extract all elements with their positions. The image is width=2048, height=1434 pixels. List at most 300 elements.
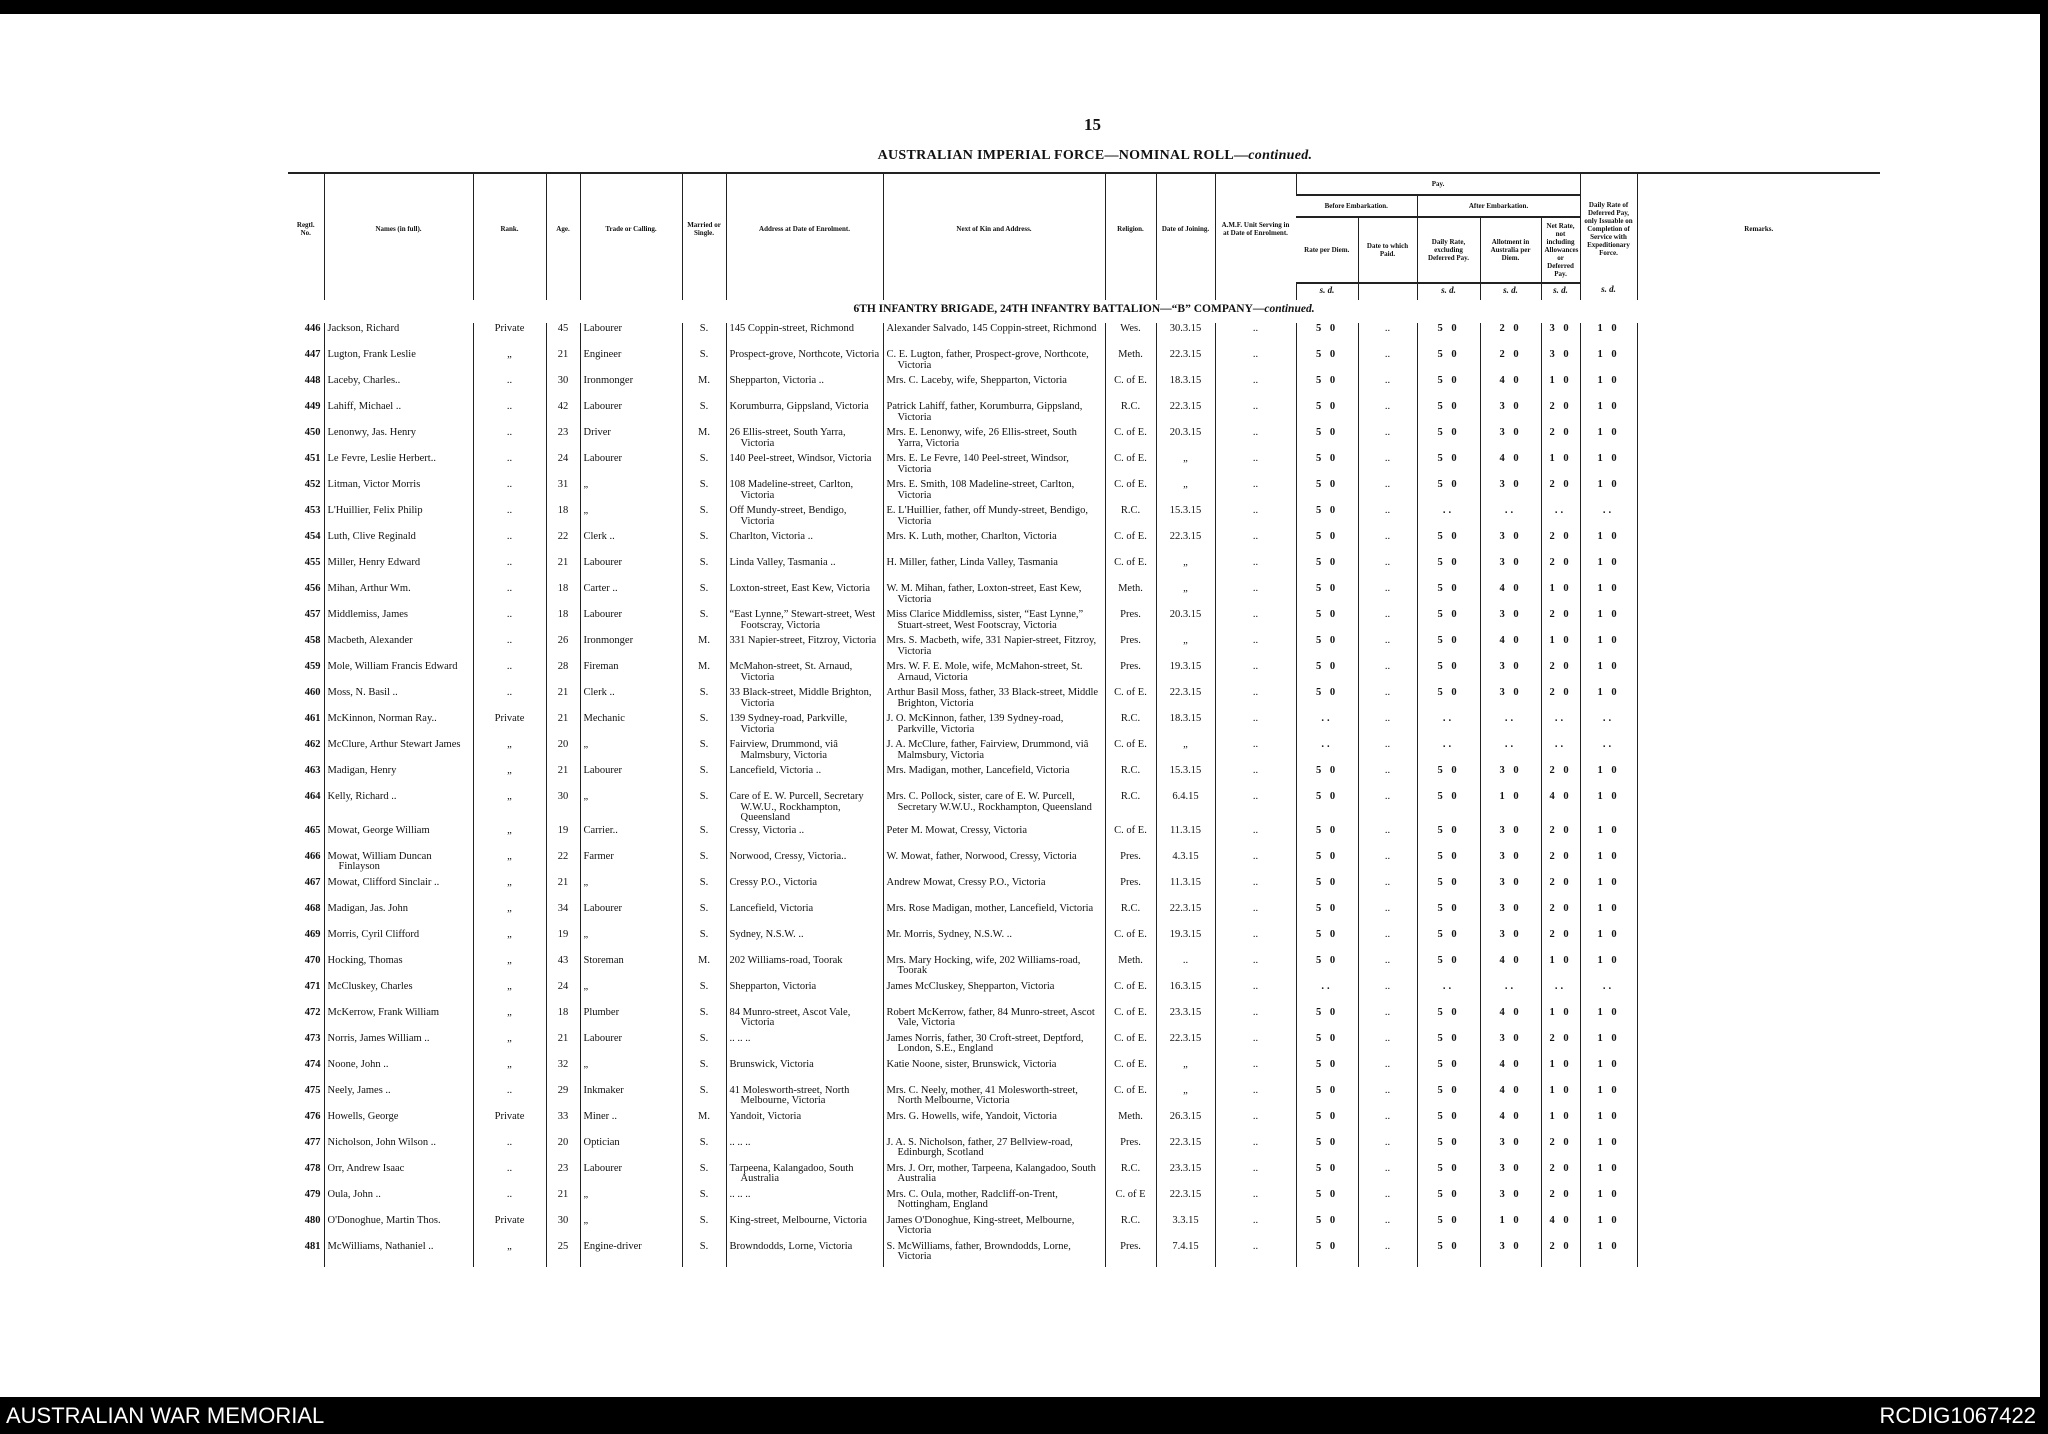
cell-next-of-kin: J. O. McKinnon, father, 139 Sydney-road, Parkville, Victoria bbox=[883, 713, 1105, 739]
cell-rate-per-diem: 5 0 bbox=[1296, 1085, 1358, 1111]
cell-address: McMahon-street, St. Arnaud, Victoria bbox=[726, 661, 883, 687]
cell-rate-per-diem: 5 0 bbox=[1296, 687, 1358, 713]
cell-regtl-no: 460 bbox=[304, 687, 321, 698]
cell-religion: R.C. bbox=[1105, 1215, 1156, 1241]
cell-married: S. bbox=[682, 349, 726, 375]
cell-regtl-no: 455 bbox=[304, 557, 321, 568]
cell-married: S. bbox=[682, 877, 726, 903]
table-row bbox=[288, 1033, 1880, 1059]
cell-net-rate: 1 0 bbox=[1541, 635, 1580, 661]
cell-name: Macbeth, Alexander bbox=[324, 635, 473, 661]
cell-next-of-kin: H. Miller, father, Linda Valley, Tasmania bbox=[883, 557, 1105, 583]
cell-date-paid: .. bbox=[1358, 349, 1417, 375]
table-row bbox=[288, 1241, 1880, 1267]
cell-rate-per-diem: 5 0 bbox=[1296, 1241, 1358, 1267]
cell-date-joining: 30.3.15 bbox=[1156, 323, 1215, 349]
cell-religion: C. of E. bbox=[1105, 929, 1156, 955]
table-row bbox=[288, 375, 1880, 401]
cell-trade: Labourer bbox=[580, 903, 682, 929]
cell-rank: „ bbox=[473, 1059, 546, 1085]
cell-address: 108 Madeline-street, Carlton, Victoria bbox=[726, 479, 883, 505]
cell-address: Lancefield, Victoria bbox=[726, 903, 883, 929]
cell-amf-unit: .. bbox=[1215, 375, 1296, 401]
cell-deferred-pay: 1 0 bbox=[1580, 1085, 1637, 1111]
cell-regtl-no: 481 bbox=[304, 1240, 321, 1252]
cell-next-of-kin: J. A. S. Nicholson, father, 27 Bellview-road, Edinburgh, Scotland bbox=[883, 1137, 1105, 1163]
cell-rank: „ bbox=[473, 1241, 546, 1267]
cell-net-rate: 1 0 bbox=[1541, 453, 1580, 479]
cell-remarks bbox=[1637, 453, 1880, 479]
cell-trade: Carter .. bbox=[580, 583, 682, 609]
cell-date-joining: 18.3.15 bbox=[1156, 375, 1215, 401]
cell-deferred-pay: 1 0 bbox=[1580, 791, 1637, 825]
cell-date-joining: 3.3.15 bbox=[1156, 1215, 1215, 1241]
cell-next-of-kin: Mrs. E. Lenonwy, wife, 26 Ellis-street, South Yarra, Victoria bbox=[883, 427, 1105, 453]
table-row bbox=[288, 1059, 1880, 1085]
cell-married: S. bbox=[682, 825, 726, 851]
cell-name: Madigan, Henry bbox=[324, 765, 473, 791]
cell-deferred-pay: 1 0 bbox=[1580, 375, 1637, 401]
cell-trade: Carrier.. bbox=[580, 825, 682, 851]
cell-deferred-pay: 1 0 bbox=[1580, 877, 1637, 903]
cell-age: 21 bbox=[546, 687, 580, 713]
cell-age: 21 bbox=[546, 557, 580, 583]
footer-institution: AUSTRALIAN WAR MEMORIAL bbox=[6, 1403, 325, 1428]
cell-age: 34 bbox=[546, 903, 580, 929]
cell-daily-rate: 5 0 bbox=[1417, 1189, 1480, 1215]
header-trade: Trade or Calling. bbox=[580, 173, 682, 283]
cell-trade: „ bbox=[580, 877, 682, 903]
cell-age: 33 bbox=[546, 1111, 580, 1137]
cell-regtl-no: 475 bbox=[304, 1084, 321, 1096]
cell-rank: .. bbox=[473, 557, 546, 583]
cell-religion: C. of E. bbox=[1105, 453, 1156, 479]
cell-religion: Meth. bbox=[1105, 955, 1156, 981]
cell-daily-rate: 5 0 bbox=[1417, 349, 1480, 375]
cell-allotment: 4 0 bbox=[1480, 955, 1541, 981]
cell-age: 21 bbox=[546, 1033, 580, 1059]
cell-next-of-kin: J. A. McClure, father, Fairview, Drummond, viâ Malmsbury, Victoria bbox=[883, 739, 1105, 765]
header-remarks: Remarks. bbox=[1637, 173, 1880, 283]
table-row bbox=[288, 981, 1880, 1007]
cell-married: S. bbox=[682, 531, 726, 557]
cell-rank: .. bbox=[473, 661, 546, 687]
cell-rate-per-diem: 5 0 bbox=[1296, 401, 1358, 427]
cell-deferred-pay: 1 0 bbox=[1580, 401, 1637, 427]
cell-date-paid: .. bbox=[1358, 825, 1417, 851]
cell-married: S. bbox=[682, 765, 726, 791]
cell-date-paid: .. bbox=[1358, 609, 1417, 635]
cell-allotment: 3 0 bbox=[1480, 825, 1541, 851]
cell-trade: „ bbox=[580, 791, 682, 825]
cell-next-of-kin: Mrs. E. Smith, 108 Madeline-street, Carlton, Victoria bbox=[883, 479, 1105, 505]
cell-daily-rate: 5 0 bbox=[1417, 1111, 1480, 1137]
cell-deferred-pay: 1 0 bbox=[1580, 583, 1637, 609]
cell-amf-unit: .. bbox=[1215, 609, 1296, 635]
scan-border-top bbox=[0, 0, 2048, 14]
cell-next-of-kin: Arthur Basil Moss, father, 33 Black-street, Middle Brighton, Victoria bbox=[883, 687, 1105, 713]
cell-rank: .. bbox=[473, 531, 546, 557]
table-row bbox=[288, 851, 1880, 877]
table-row bbox=[288, 791, 1880, 825]
cell-next-of-kin: Peter M. Mowat, Cressy, Victoria bbox=[883, 825, 1105, 851]
cell-regtl-no: 463 bbox=[304, 765, 321, 776]
cell-married: S. bbox=[682, 479, 726, 505]
cell-date-paid: .. bbox=[1358, 739, 1417, 765]
cell-address: Yandoit, Victoria bbox=[726, 1111, 883, 1137]
cell-married: S. bbox=[682, 713, 726, 739]
cell-remarks bbox=[1637, 825, 1880, 851]
cell-name: Le Fevre, Leslie Herbert.. bbox=[324, 453, 473, 479]
cell-amf-unit: .. bbox=[1215, 557, 1296, 583]
cell-regtl-no: 467 bbox=[304, 876, 321, 888]
unit-sd: s. d. bbox=[1541, 283, 1580, 300]
cell-trade: Miner .. bbox=[580, 1111, 682, 1137]
cell-amf-unit: .. bbox=[1215, 765, 1296, 791]
cell-rate-per-diem: 5 0 bbox=[1296, 661, 1358, 687]
cell-daily-rate: 5 0 bbox=[1417, 1215, 1480, 1241]
cell-religion: Pres. bbox=[1105, 877, 1156, 903]
cell-deferred-pay: 1 0 bbox=[1580, 851, 1637, 877]
cell-regtl-no: 459 bbox=[304, 661, 321, 672]
cell-address: Tarpeena, Kalangadoo, South Australia bbox=[726, 1163, 883, 1189]
cell-daily-rate: 5 0 bbox=[1417, 1163, 1480, 1189]
cell-date-joining: 18.3.15 bbox=[1156, 713, 1215, 739]
header-allotment: Allotment in Australia per Diem. bbox=[1480, 217, 1541, 283]
cell-trade: Plumber bbox=[580, 1007, 682, 1033]
cell-date-joining: 22.3.15 bbox=[1156, 401, 1215, 427]
cell-net-rate: 1 0 bbox=[1541, 375, 1580, 401]
cell-rank: .. bbox=[473, 1163, 546, 1189]
cell-net-rate: 2 0 bbox=[1541, 929, 1580, 955]
cell-address: 139 Sydney-road, Parkville, Victoria bbox=[726, 713, 883, 739]
cell-address: Browndodds, Lorne, Victoria bbox=[726, 1241, 883, 1267]
cell-religion: R.C. bbox=[1105, 903, 1156, 929]
cell-net-rate: .. bbox=[1541, 713, 1580, 739]
cell-date-paid: .. bbox=[1358, 955, 1417, 981]
table-row bbox=[288, 955, 1880, 981]
cell-rank: „ bbox=[473, 791, 546, 825]
cell-name: McKerrow, Frank William bbox=[324, 1007, 473, 1033]
cell-trade: „ bbox=[580, 1059, 682, 1085]
cell-address: Linda Valley, Tasmania .. bbox=[726, 557, 883, 583]
cell-name: Laceby, Charles.. bbox=[324, 375, 473, 401]
cell-trade: Engineer bbox=[580, 349, 682, 375]
cell-date-joining: 22.3.15 bbox=[1156, 687, 1215, 713]
cell-rate-per-diem: 5 0 bbox=[1296, 375, 1358, 401]
cell-date-paid: .. bbox=[1358, 1059, 1417, 1085]
cell-date-paid: .. bbox=[1358, 1241, 1417, 1267]
header-daily-rate: Daily Rate, excluding Deferred Pay. bbox=[1417, 217, 1480, 283]
cell-trade: Labourer bbox=[580, 609, 682, 635]
cell-name: Mowat, Clifford Sinclair .. bbox=[324, 877, 473, 903]
cell-age: 19 bbox=[546, 929, 580, 955]
cell-deferred-pay: 1 0 bbox=[1580, 531, 1637, 557]
cell-allotment: 3 0 bbox=[1480, 903, 1541, 929]
cell-date-paid: .. bbox=[1358, 635, 1417, 661]
cell-married: S. bbox=[682, 583, 726, 609]
cell-married: M. bbox=[682, 1111, 726, 1137]
cell-trade: Labourer bbox=[580, 765, 682, 791]
cell-address: Brunswick, Victoria bbox=[726, 1059, 883, 1085]
cell-religion: R.C. bbox=[1105, 765, 1156, 791]
cell-trade: Labourer bbox=[580, 1033, 682, 1059]
cell-remarks bbox=[1637, 635, 1880, 661]
cell-name: Lenonwy, Jas. Henry bbox=[324, 427, 473, 453]
cell-trade: Labourer bbox=[580, 557, 682, 583]
table-row bbox=[288, 661, 1880, 687]
cell-next-of-kin: Robert McKerrow, father, 84 Munro-street, Ascot Vale, Victoria bbox=[883, 1007, 1105, 1033]
cell-rank: .. bbox=[473, 375, 546, 401]
cell-rate-per-diem: 5 0 bbox=[1296, 1033, 1358, 1059]
cell-date-paid: .. bbox=[1358, 557, 1417, 583]
cell-next-of-kin: Mrs. W. F. E. Mole, wife, McMahon-street, St. Arnaud, Victoria bbox=[883, 661, 1105, 687]
cell-daily-rate: .. bbox=[1417, 505, 1480, 531]
cell-religion: Pres. bbox=[1105, 609, 1156, 635]
cell-religion: C. of E. bbox=[1105, 739, 1156, 765]
section-title: 6TH INFANTRY BRIGADE, 24TH INFANTRY BATTALION—“B” COMPANY— bbox=[853, 303, 1265, 315]
cell-daily-rate: 5 0 bbox=[1417, 375, 1480, 401]
cell-deferred-pay: 1 0 bbox=[1580, 1033, 1637, 1059]
cell-age: 20 bbox=[546, 739, 580, 765]
cell-rate-per-diem: 5 0 bbox=[1296, 1189, 1358, 1215]
cell-net-rate: 2 0 bbox=[1541, 851, 1580, 877]
cell-age: 43 bbox=[546, 955, 580, 981]
cell-date-paid: .. bbox=[1358, 713, 1417, 739]
cell-regtl-no: 454 bbox=[304, 531, 321, 542]
cell-age: 45 bbox=[546, 323, 580, 349]
cell-religion: C. of E. bbox=[1105, 375, 1156, 401]
cell-age: 30 bbox=[546, 375, 580, 401]
cell-daily-rate: 5 0 bbox=[1417, 765, 1480, 791]
cell-rate-per-diem: 5 0 bbox=[1296, 1007, 1358, 1033]
table-row bbox=[288, 825, 1880, 851]
cell-date-joining: 22.3.15 bbox=[1156, 1189, 1215, 1215]
cell-rate-per-diem: 5 0 bbox=[1296, 635, 1358, 661]
cell-daily-rate: 5 0 bbox=[1417, 1137, 1480, 1163]
cell-date-joining: 19.3.15 bbox=[1156, 661, 1215, 687]
cell-deferred-pay: .. bbox=[1580, 981, 1637, 1007]
cell-married: S. bbox=[682, 981, 726, 1007]
cell-religion: C. of E. bbox=[1105, 557, 1156, 583]
cell-age: 18 bbox=[546, 609, 580, 635]
cell-married: S. bbox=[682, 505, 726, 531]
cell-rate-per-diem: 5 0 bbox=[1296, 349, 1358, 375]
cell-net-rate: 2 0 bbox=[1541, 765, 1580, 791]
cell-next-of-kin: Katie Noone, sister, Brunswick, Victoria bbox=[883, 1059, 1105, 1085]
cell-remarks bbox=[1637, 955, 1880, 981]
cell-rank: .. bbox=[473, 583, 546, 609]
cell-daily-rate: 5 0 bbox=[1417, 903, 1480, 929]
cell-date-joining: 23.3.15 bbox=[1156, 1007, 1215, 1033]
cell-date-paid: .. bbox=[1358, 791, 1417, 825]
cell-next-of-kin: Mrs. J. Orr, mother, Tarpeena, Kalangadoo, South Australia bbox=[883, 1163, 1105, 1189]
cell-next-of-kin: Mrs. Mary Hocking, wife, 202 Williams-road, Toorak bbox=[883, 955, 1105, 981]
cell-rank: .. bbox=[473, 609, 546, 635]
cell-date-joining: 22.3.15 bbox=[1156, 1033, 1215, 1059]
cell-married: S. bbox=[682, 453, 726, 479]
cell-rank: „ bbox=[473, 1007, 546, 1033]
cell-married: S. bbox=[682, 791, 726, 825]
cell-daily-rate: 5 0 bbox=[1417, 1033, 1480, 1059]
cell-net-rate: 1 0 bbox=[1541, 955, 1580, 981]
cell-daily-rate: 5 0 bbox=[1417, 1007, 1480, 1033]
cell-trade: Labourer bbox=[580, 1163, 682, 1189]
cell-date-paid: .. bbox=[1358, 877, 1417, 903]
cell-daily-rate: .. bbox=[1417, 713, 1480, 739]
cell-date-joining: 19.3.15 bbox=[1156, 929, 1215, 955]
cell-remarks bbox=[1637, 739, 1880, 765]
cell-age: 18 bbox=[546, 505, 580, 531]
cell-amf-unit: .. bbox=[1215, 401, 1296, 427]
cell-date-joining: 4.3.15 bbox=[1156, 851, 1215, 877]
cell-regtl-no: 461 bbox=[304, 713, 321, 724]
cell-name: Norris, James William .. bbox=[324, 1033, 473, 1059]
cell-address: 84 Munro-street, Ascot Vale, Victoria bbox=[726, 1007, 883, 1033]
cell-rate-per-diem: 5 0 bbox=[1296, 1111, 1358, 1137]
cell-rate-per-diem: 5 0 bbox=[1296, 1059, 1358, 1085]
cell-net-rate: 2 0 bbox=[1541, 687, 1580, 713]
cell-net-rate: 2 0 bbox=[1541, 877, 1580, 903]
cell-regtl-no: 450 bbox=[304, 427, 321, 438]
cell-amf-unit: .. bbox=[1215, 955, 1296, 981]
cell-deferred-pay: 1 0 bbox=[1580, 661, 1637, 687]
cell-religion: Pres. bbox=[1105, 661, 1156, 687]
cell-amf-unit: .. bbox=[1215, 349, 1296, 375]
cell-age: 21 bbox=[546, 877, 580, 903]
cell-date-joining: 20.3.15 bbox=[1156, 609, 1215, 635]
cell-regtl-no: 471 bbox=[304, 980, 321, 992]
cell-date-paid: .. bbox=[1358, 375, 1417, 401]
cell-date-paid: .. bbox=[1358, 323, 1417, 349]
cell-net-rate: .. bbox=[1541, 505, 1580, 531]
cell-religion: R.C. bbox=[1105, 505, 1156, 531]
cell-religion: Pres. bbox=[1105, 1137, 1156, 1163]
cell-married: S. bbox=[682, 1163, 726, 1189]
cell-married: M. bbox=[682, 955, 726, 981]
cell-trade: Ironmonger bbox=[580, 375, 682, 401]
cell-rate-per-diem: .. bbox=[1296, 713, 1358, 739]
cell-net-rate: 2 0 bbox=[1541, 825, 1580, 851]
cell-allotment: 2 0 bbox=[1480, 349, 1541, 375]
cell-name: Luth, Clive Reginald bbox=[324, 531, 473, 557]
cell-amf-unit: .. bbox=[1215, 323, 1296, 349]
cell-allotment: 3 0 bbox=[1480, 765, 1541, 791]
cell-trade: „ bbox=[580, 1215, 682, 1241]
cell-trade: Storeman bbox=[580, 955, 682, 981]
cell-date-paid: .. bbox=[1358, 401, 1417, 427]
cell-date-joining: „ bbox=[1156, 557, 1215, 583]
units-row bbox=[288, 283, 1880, 300]
cell-amf-unit: .. bbox=[1215, 1137, 1296, 1163]
cell-daily-rate: 5 0 bbox=[1417, 877, 1480, 903]
cell-name: Middlemiss, James bbox=[324, 609, 473, 635]
cell-daily-rate: 5 0 bbox=[1417, 635, 1480, 661]
cell-remarks bbox=[1637, 713, 1880, 739]
cell-trade: „ bbox=[580, 479, 682, 505]
cell-net-rate: 2 0 bbox=[1541, 1241, 1580, 1267]
cell-allotment: 3 0 bbox=[1480, 1033, 1541, 1059]
table-row bbox=[288, 1189, 1880, 1215]
cell-rank: .. bbox=[473, 1085, 546, 1111]
cell-name: Howells, George bbox=[324, 1111, 473, 1137]
table-row bbox=[288, 1215, 1880, 1241]
cell-deferred-pay: 1 0 bbox=[1580, 1189, 1637, 1215]
cell-name: McClure, Arthur Stewart James bbox=[324, 739, 473, 765]
cell-regtl-no: 474 bbox=[304, 1058, 321, 1070]
cell-daily-rate: 5 0 bbox=[1417, 687, 1480, 713]
cell-net-rate: .. bbox=[1541, 739, 1580, 765]
cell-next-of-kin: E. L'Huillier, father, off Mundy-street, Bendigo, Victoria bbox=[883, 505, 1105, 531]
cell-date-joining: 20.3.15 bbox=[1156, 427, 1215, 453]
table-row bbox=[288, 531, 1880, 557]
cell-regtl-no: 473 bbox=[304, 1032, 321, 1044]
unit-sd: s. d. bbox=[1580, 283, 1637, 300]
cell-next-of-kin: Mrs. S. Macbeth, wife, 331 Napier-street, Fitzroy, Victoria bbox=[883, 635, 1105, 661]
cell-allotment: 1 0 bbox=[1480, 791, 1541, 825]
cell-age: 26 bbox=[546, 635, 580, 661]
cell-deferred-pay: 1 0 bbox=[1580, 687, 1637, 713]
cell-name: Jackson, Richard bbox=[324, 323, 473, 349]
cell-religion: Meth. bbox=[1105, 1111, 1156, 1137]
table-row bbox=[288, 609, 1880, 635]
cell-remarks bbox=[1637, 401, 1880, 427]
cell-next-of-kin: W. Mowat, father, Norwood, Cressy, Victoria bbox=[883, 851, 1105, 877]
cell-allotment: 4 0 bbox=[1480, 375, 1541, 401]
cell-net-rate: 2 0 bbox=[1541, 903, 1580, 929]
cell-date-joining: .. bbox=[1156, 955, 1215, 981]
cell-married: M. bbox=[682, 427, 726, 453]
cell-married: S. bbox=[682, 401, 726, 427]
cell-remarks bbox=[1637, 1059, 1880, 1085]
cell-remarks bbox=[1637, 1189, 1880, 1215]
cell-religion: Meth. bbox=[1105, 583, 1156, 609]
cell-address: Lancefield, Victoria .. bbox=[726, 765, 883, 791]
table-row bbox=[288, 1137, 1880, 1163]
cell-remarks bbox=[1637, 375, 1880, 401]
cell-trade: Ironmonger bbox=[580, 635, 682, 661]
cell-allotment: 3 0 bbox=[1480, 479, 1541, 505]
scan-border-right bbox=[2040, 0, 2048, 1434]
cell-rate-per-diem: 5 0 bbox=[1296, 531, 1358, 557]
cell-address: 140 Peel-street, Windsor, Victoria bbox=[726, 453, 883, 479]
nominal-roll-table bbox=[288, 172, 1880, 1267]
cell-date-joining: 16.3.15 bbox=[1156, 981, 1215, 1007]
cell-rate-per-diem: 5 0 bbox=[1296, 427, 1358, 453]
cell-remarks bbox=[1637, 687, 1880, 713]
header-date-joining: Date of Joining. bbox=[1156, 173, 1215, 283]
header-rank: Rank. bbox=[473, 173, 546, 283]
cell-trade: Inkmaker bbox=[580, 1085, 682, 1111]
table-row bbox=[288, 323, 1880, 349]
cell-net-rate: 2 0 bbox=[1541, 531, 1580, 557]
cell-date-joining: 15.3.15 bbox=[1156, 765, 1215, 791]
cell-daily-rate: 5 0 bbox=[1417, 1085, 1480, 1111]
cell-religion: C. of E. bbox=[1105, 687, 1156, 713]
cell-allotment: 3 0 bbox=[1480, 1241, 1541, 1267]
section-heading bbox=[288, 300, 1880, 323]
cell-deferred-pay: 1 0 bbox=[1580, 929, 1637, 955]
cell-next-of-kin: S. McWilliams, father, Browndodds, Lorne, Victoria bbox=[883, 1241, 1105, 1267]
cell-trade: Labourer bbox=[580, 323, 682, 349]
cell-married: S. bbox=[682, 609, 726, 635]
cell-remarks bbox=[1637, 765, 1880, 791]
table-row bbox=[288, 713, 1880, 739]
cell-daily-rate: 5 0 bbox=[1417, 583, 1480, 609]
cell-name: Nicholson, John Wilson .. bbox=[324, 1137, 473, 1163]
cell-religion: C. of E. bbox=[1105, 1033, 1156, 1059]
cell-deferred-pay: 1 0 bbox=[1580, 557, 1637, 583]
